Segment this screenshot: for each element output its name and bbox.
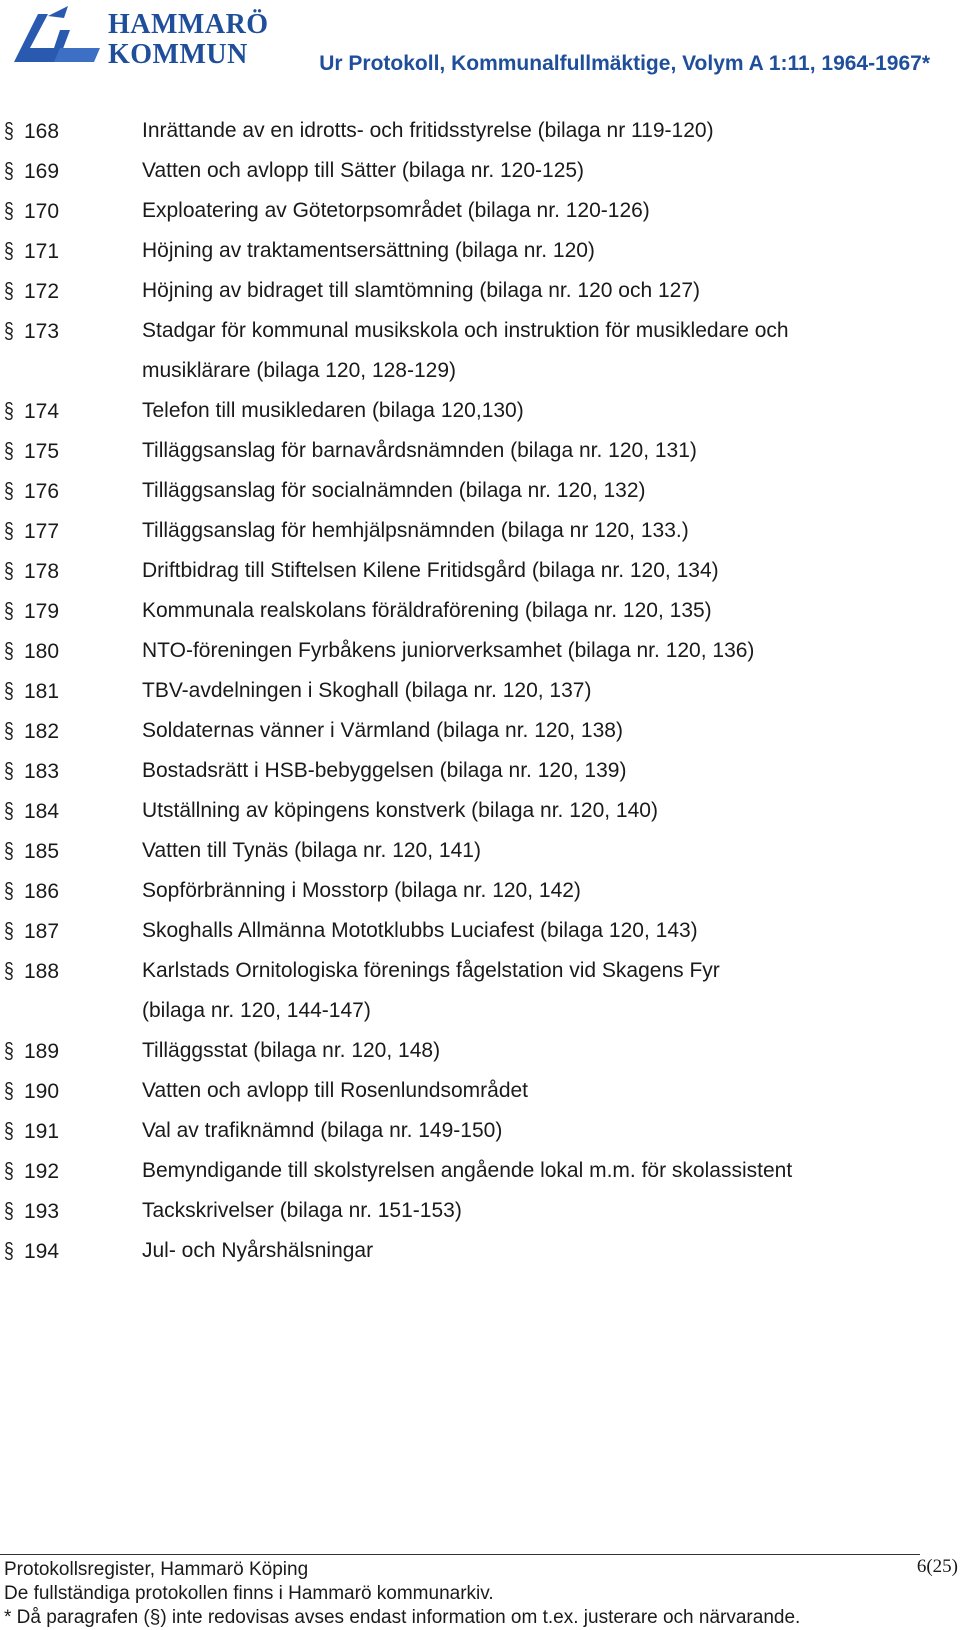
- protocol-entry: [0, 751, 960, 791]
- protocol-entry: [0, 831, 960, 871]
- paragraph-number: [4, 551, 59, 592]
- paragraph-number-value: 177: [24, 520, 60, 543]
- entry-title: Höjning av traktamentsersättning (bilaga nr. 120): [142, 239, 595, 262]
- entry-title: TBV-avdelningen i Skoghall (bilaga nr. 120, 137): [142, 679, 592, 702]
- entry-title: Kommunala realskolans föräldraförening (bilaga nr. 120, 135): [142, 599, 712, 622]
- paragraph-number: [4, 951, 59, 992]
- paragraph-number: [4, 631, 59, 672]
- protocol-entry: [0, 1111, 960, 1151]
- paragraph-number: [4, 1231, 59, 1272]
- paragraph-number: [4, 1071, 59, 1112]
- hammaro-kommun-logo: [8, 4, 269, 70]
- protocol-entry: [0, 631, 960, 671]
- section-sign-icon: §: [4, 558, 14, 583]
- section-sign-icon: §: [4, 118, 14, 143]
- paragraph-number-value: 182: [24, 720, 60, 743]
- entry-title: Inrättande av en idrotts- och fritidsstyrelse (bilaga nr 119-120): [142, 119, 714, 142]
- protocol-entry: [0, 671, 960, 711]
- footer-register-name: Protokollsregister, Hammarö Köping: [4, 1559, 309, 1580]
- section-sign-icon: §: [4, 398, 14, 423]
- protocol-entry: [0, 791, 960, 831]
- paragraph-number-value: 193: [24, 1200, 60, 1223]
- protocol-entry: [0, 471, 960, 511]
- protocol-entry: [0, 1231, 960, 1271]
- protocol-entry: [0, 231, 960, 271]
- protocol-entry: [0, 191, 960, 231]
- entry-title: Vatten och avlopp till Sätter (bilaga nr. 120-125): [142, 159, 585, 182]
- paragraph-number: [4, 1111, 59, 1152]
- protocol-entry: [0, 311, 960, 391]
- section-sign-icon: §: [4, 1238, 14, 1263]
- entry-title: Stadgar för kommunal musikskola och instruktion för musikledare och musiklärare (bilaga 120, 128-129): [142, 319, 789, 382]
- protocol-entry: [0, 551, 960, 591]
- entry-title: Soldaternas vänner i Värmland (bilaga nr. 120, 138): [142, 719, 623, 742]
- section-sign-icon: §: [4, 238, 14, 263]
- entry-title: Tilläggsanslag för barnavårdsnämnden (bilaga nr. 120, 131): [142, 439, 697, 462]
- entry-title: Jul- och Nyårshälsningar: [142, 1239, 374, 1262]
- page-header: [0, 0, 960, 90]
- paragraph-number-value: 172: [24, 280, 60, 303]
- paragraph-number-value: 186: [24, 880, 60, 903]
- paragraph-number: [4, 511, 59, 552]
- paragraph-number: [4, 151, 59, 192]
- page-number: 6(25): [916, 1556, 958, 1577]
- paragraph-number: [4, 311, 59, 352]
- paragraph-number-value: 190: [24, 1080, 60, 1103]
- paragraph-number: [4, 671, 59, 712]
- paragraph-number: [4, 591, 59, 632]
- protocol-entry: [0, 591, 960, 631]
- entry-title: Utställning av köpingens konstverk (bilaga nr. 120, 140): [142, 799, 658, 822]
- logo-mark-icon: [8, 4, 108, 70]
- protocol-entry: [0, 1031, 960, 1071]
- entry-title: Karlstads Ornitologiska förenings fågelstation vid Skagens Fyr (bilaga nr. 120, 144-147): [142, 959, 720, 1022]
- paragraph-number: [4, 191, 59, 232]
- paragraph-number-value: 179: [24, 600, 60, 623]
- paragraph-number-value: 188: [24, 960, 60, 983]
- paragraph-number-value: 183: [24, 760, 60, 783]
- section-sign-icon: §: [4, 638, 14, 663]
- logo-line-1: HAMMARÖ: [108, 9, 269, 40]
- section-sign-icon: §: [4, 918, 14, 943]
- section-sign-icon: §: [4, 438, 14, 463]
- protocol-entry: [0, 871, 960, 911]
- paragraph-number-value: 187: [24, 920, 60, 943]
- entry-title: Bostadsrätt i HSB-bebyggelsen (bilaga nr. 120, 139): [142, 759, 627, 782]
- protocol-entry: [0, 111, 960, 151]
- section-sign-icon: §: [4, 838, 14, 863]
- entry-title: Driftbidrag till Stiftelsen Kilene Fritidsgård (bilaga nr. 120, 134): [142, 559, 719, 582]
- paragraph-number: [4, 791, 59, 832]
- entry-title: Tackskrivelser (bilaga nr. 151-153): [142, 1199, 462, 1222]
- section-sign-icon: §: [4, 1198, 14, 1223]
- entry-title: Vatten och avlopp till Rosenlundsområdet: [142, 1079, 529, 1102]
- protocol-entry: [0, 711, 960, 751]
- entry-title: Sopförbränning i Mosstorp (bilaga nr. 120, 142): [142, 879, 581, 902]
- section-sign-icon: §: [4, 1118, 14, 1143]
- protocol-entry: [0, 151, 960, 191]
- section-sign-icon: §: [4, 318, 14, 343]
- entry-title: Telefon till musikledaren (bilaga 120,130): [142, 399, 524, 422]
- paragraph-number-value: 184: [24, 800, 60, 823]
- document-title: Ur Protokoll, Kommunalfullmäktige, Volym A 1:11, 1964-1967*: [319, 52, 930, 75]
- section-sign-icon: §: [4, 798, 14, 823]
- section-sign-icon: §: [4, 678, 14, 703]
- protocol-entry: [0, 1071, 960, 1111]
- paragraph-number-value: 180: [24, 640, 60, 663]
- section-sign-icon: §: [4, 878, 14, 903]
- footer-paragraph-note: * Då paragrafen (§) inte redovisas avses endast information om t.ex. justerare och närvarande.: [4, 1607, 801, 1628]
- paragraph-number: [4, 1191, 59, 1232]
- paragraph-number: [4, 111, 59, 152]
- paragraph-number-value: 194: [24, 1240, 60, 1263]
- protocol-entry: [0, 1151, 960, 1191]
- section-sign-icon: §: [4, 1038, 14, 1063]
- protocol-entry: [0, 431, 960, 471]
- entry-title: Vatten till Tynäs (bilaga nr. 120, 141): [142, 839, 481, 862]
- section-sign-icon: §: [4, 1158, 14, 1183]
- paragraph-number-value: 191: [24, 1120, 60, 1143]
- paragraph-number: [4, 871, 59, 912]
- paragraph-number: [4, 751, 59, 792]
- paragraph-number-value: 176: [24, 480, 60, 503]
- paragraph-number-value: 192: [24, 1160, 60, 1183]
- paragraph-number-value: 175: [24, 440, 60, 463]
- page-footer: [0, 1548, 960, 1629]
- footer-archive-note: De fullständiga protokollen finns i Hammarö kommunarkiv.: [4, 1583, 494, 1604]
- section-sign-icon: §: [4, 158, 14, 183]
- paragraph-number-value: 185: [24, 840, 60, 863]
- paragraph-number-value: 181: [24, 680, 60, 703]
- paragraph-number: [4, 231, 59, 272]
- logo-line-2: KOMMUN: [108, 39, 248, 70]
- paragraph-number: [4, 1031, 59, 1072]
- protocol-entry: [0, 951, 960, 1031]
- paragraph-number: [4, 471, 59, 512]
- section-sign-icon: §: [4, 518, 14, 543]
- section-sign-icon: §: [4, 478, 14, 503]
- entry-title: Tilläggsanslag för hemhjälpsnämnden (bilaga nr 120, 133.): [142, 519, 689, 542]
- section-sign-icon: §: [4, 758, 14, 783]
- paragraph-number: [4, 431, 59, 472]
- section-sign-icon: §: [4, 958, 14, 983]
- paragraph-number-value: 171: [24, 240, 60, 263]
- paragraph-number-value: 174: [24, 400, 60, 423]
- logo-wordmark: [108, 10, 269, 70]
- paragraph-number: [4, 711, 59, 752]
- entry-title: Höjning av bidraget till slamtömning (bilaga nr. 120 och 127): [142, 279, 700, 302]
- footer-divider: [0, 1554, 920, 1555]
- entry-title: Tilläggsstat (bilaga nr. 120, 148): [142, 1039, 441, 1062]
- protocol-entry: [0, 911, 960, 951]
- paragraph-number-value: 173: [24, 320, 60, 343]
- entry-title: Tilläggsanslag för socialnämnden (bilaga nr. 120, 132): [142, 479, 646, 502]
- entry-title: Skoghalls Allmänna Mototklubbs Luciafest (bilaga 120, 143): [142, 919, 698, 942]
- entry-title: Bemyndigande till skolstyrelsen angående lokal m.m. för skolassistent: [142, 1159, 793, 1182]
- section-sign-icon: §: [4, 278, 14, 303]
- paragraph-number: [4, 831, 59, 872]
- paragraph-number-value: 178: [24, 560, 60, 583]
- paragraph-number-value: 170: [24, 200, 60, 223]
- entry-title: Val av trafiknämnd (bilaga nr. 149-150): [142, 1119, 503, 1142]
- paragraph-number: [4, 271, 59, 312]
- paragraph-number: [4, 1151, 59, 1192]
- protocol-entry-list: [0, 111, 960, 1271]
- paragraph-number: [4, 911, 59, 952]
- section-sign-icon: §: [4, 1078, 14, 1103]
- protocol-entry: [0, 391, 960, 431]
- section-sign-icon: §: [4, 198, 14, 223]
- section-sign-icon: §: [4, 598, 14, 623]
- section-sign-icon: §: [4, 718, 14, 743]
- protocol-entry: [0, 271, 960, 311]
- paragraph-number-value: 168: [24, 120, 60, 143]
- paragraph-number-value: 169: [24, 160, 60, 183]
- entry-title: NTO-föreningen Fyrbåkens juniorverksamhet (bilaga nr. 120, 136): [142, 639, 755, 662]
- entry-title: Exploatering av Götetorpsområdet (bilaga nr. 120-126): [142, 199, 650, 222]
- protocol-entry: [0, 1191, 960, 1231]
- paragraph-number: [4, 391, 59, 432]
- protocol-entry: [0, 511, 960, 551]
- paragraph-number-value: 189: [24, 1040, 60, 1063]
